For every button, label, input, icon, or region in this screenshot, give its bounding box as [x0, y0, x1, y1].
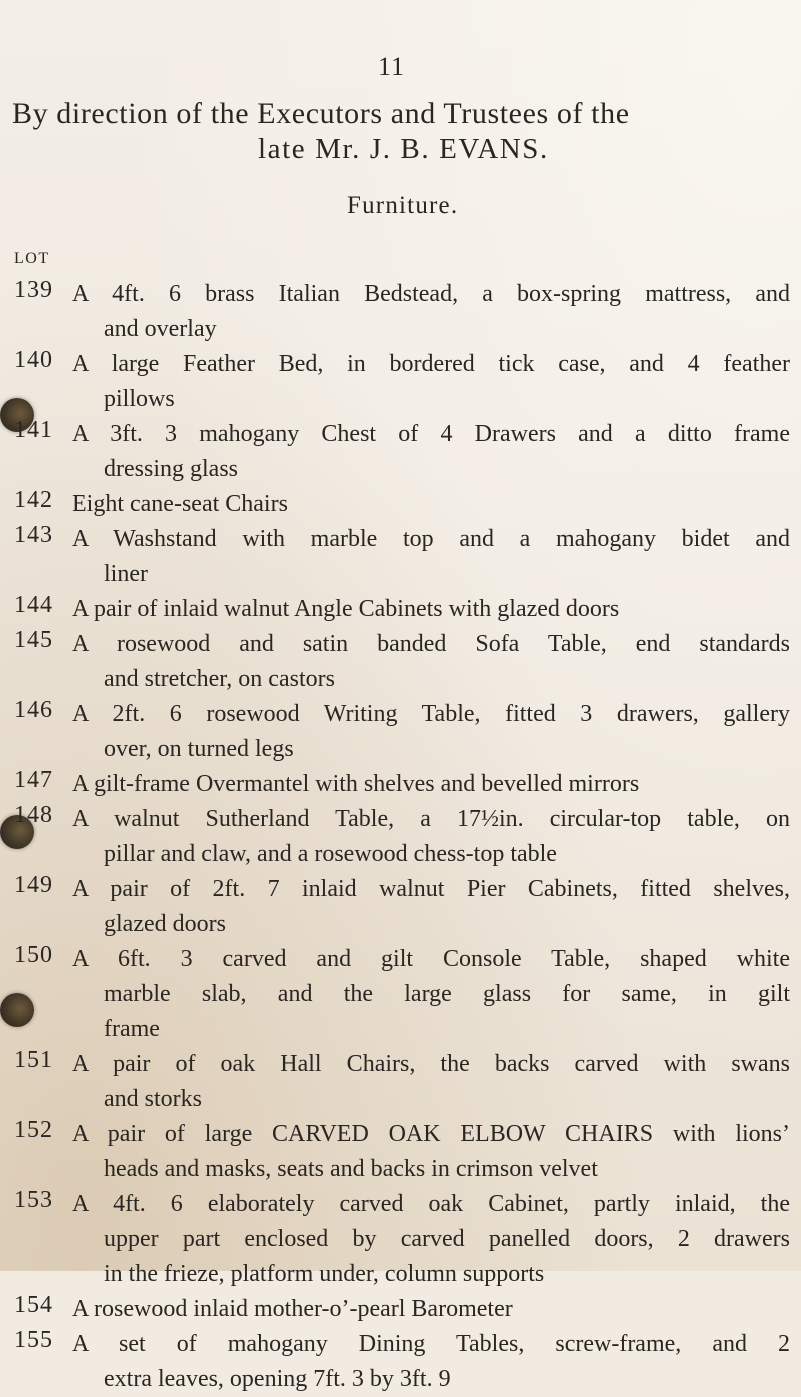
lot-number: 146 — [14, 697, 53, 723]
lot-description-line: and overlay — [104, 316, 217, 342]
lot-description — [72, 277, 790, 347]
lot-number: 139 — [14, 277, 53, 303]
lot-number: 154 — [14, 1292, 53, 1318]
lot-description-line: glazed doors — [104, 911, 226, 937]
lot-number: 149 — [14, 872, 53, 898]
lot-description-line: heads and masks, seats and backs in crimson velvet — [104, 1156, 598, 1182]
lot-description-line: upper part enclosed by carved panelled doors, 2 drawers — [104, 1226, 790, 1252]
lot-description — [72, 697, 790, 767]
lot-description-line: and storks — [104, 1086, 202, 1112]
lot-description-line: A 4ft. 6 elaborately carved oak Cabinet, partly inlaid, the — [72, 1191, 790, 1217]
lot-number: 147 — [14, 767, 53, 793]
lot-description-line: A pair of oak Hall Chairs, the backs carved with swans — [72, 1051, 790, 1077]
heading-line-1: By direction of the Executors and Trustees of the — [12, 97, 630, 130]
lot-description — [72, 592, 790, 627]
lot-description-line: A pair of inlaid walnut Angle Cabinets with glazed doors — [72, 596, 620, 622]
lot-description-line: A 3ft. 3 mahogany Chest of 4 Drawers and a ditto frame — [72, 421, 790, 447]
lot-number: 153 — [14, 1187, 53, 1213]
page-number: 11 — [378, 52, 406, 81]
lot-description — [72, 522, 790, 592]
lot-number: 145 — [14, 627, 53, 653]
lot-number: 141 — [14, 417, 53, 443]
lot-description-line: pillows — [104, 386, 175, 412]
lot-description-line: and stretcher, on castors — [104, 666, 335, 692]
lot-description-line: Eight cane-seat Chairs — [72, 491, 288, 517]
lot-description — [72, 1327, 790, 1397]
lot-description — [72, 942, 790, 1047]
lot-number: 150 — [14, 942, 53, 968]
lot-description — [72, 1187, 790, 1292]
lot-description-line: liner — [104, 561, 148, 587]
lot-number: 152 — [14, 1117, 53, 1143]
lot-description-line: A pair of 2ft. 7 inlaid walnut Pier Cabinets, fitted shelves, — [72, 876, 790, 902]
lot-description-line: over, on turned legs — [104, 736, 294, 762]
lot-number: 143 — [14, 522, 53, 548]
lot-number: 148 — [14, 802, 53, 828]
lot-description-line: A walnut Sutherland Table, a 17½in. circular-top table, on — [72, 806, 790, 832]
lot-description-line: A gilt-frame Overmantel with shelves and bevelled mirrors — [72, 771, 640, 797]
lot-description-line: dressing glass — [104, 456, 238, 482]
lot-description-line: A 2ft. 6 rosewood Writing Table, fitted 3 drawers, gallery — [72, 701, 790, 727]
lot-number: 144 — [14, 592, 53, 618]
lot-number: 151 — [14, 1047, 53, 1073]
lot-number: 155 — [14, 1327, 53, 1353]
lot-description — [72, 872, 790, 942]
lot-description — [72, 417, 790, 487]
lot-description — [72, 487, 790, 522]
lot-description — [72, 1292, 790, 1327]
heading-line-2: late Mr. J. B. EVANS. — [258, 133, 549, 165]
lot-description-line: A 6ft. 3 carved and gilt Console Table, shaped white — [72, 946, 790, 972]
lot-description-line: in the frieze, platform under, column supports — [104, 1261, 545, 1287]
lot-description — [72, 802, 790, 872]
lot-description-line: extra leaves, opening 7ft. 3 by 3ft. 9 — [104, 1366, 451, 1392]
lot-description-line: pillar and claw, and a rosewood chess-top table — [104, 841, 557, 867]
lot-column-header: LOT — [14, 250, 50, 267]
lot-description — [72, 627, 790, 697]
lot-description-line: frame — [104, 1016, 160, 1042]
lot-description-line: A rosewood inlaid mother-o’-pearl Barometer — [72, 1296, 513, 1322]
lot-description-line: A set of mahogany Dining Tables, screw-frame, and 2 — [72, 1331, 790, 1357]
lot-description-line: A Washstand with marble top and a mahogany bidet and — [72, 526, 790, 552]
lot-description-line: A pair of large CARVED OAK ELBOW CHAIRS with lions’ — [72, 1121, 790, 1147]
lot-description — [72, 1047, 790, 1117]
binding-hole — [0, 993, 34, 1027]
lot-description — [72, 347, 790, 417]
lot-description-line: A rosewood and satin banded Sofa Table, end standards — [72, 631, 790, 657]
lot-number: 142 — [14, 487, 53, 513]
lot-description-line: A large Feather Bed, in bordered tick case, and 4 feather — [72, 351, 790, 377]
lot-description — [72, 1117, 790, 1187]
section-title: Furniture. — [347, 192, 459, 219]
lot-description-line: marble slab, and the large glass for same, in gilt — [104, 981, 790, 1007]
lot-description-line: A 4ft. 6 brass Italian Bedstead, a box-spring mattress, and — [72, 281, 790, 307]
lot-number: 140 — [14, 347, 53, 373]
lot-description — [72, 767, 790, 802]
